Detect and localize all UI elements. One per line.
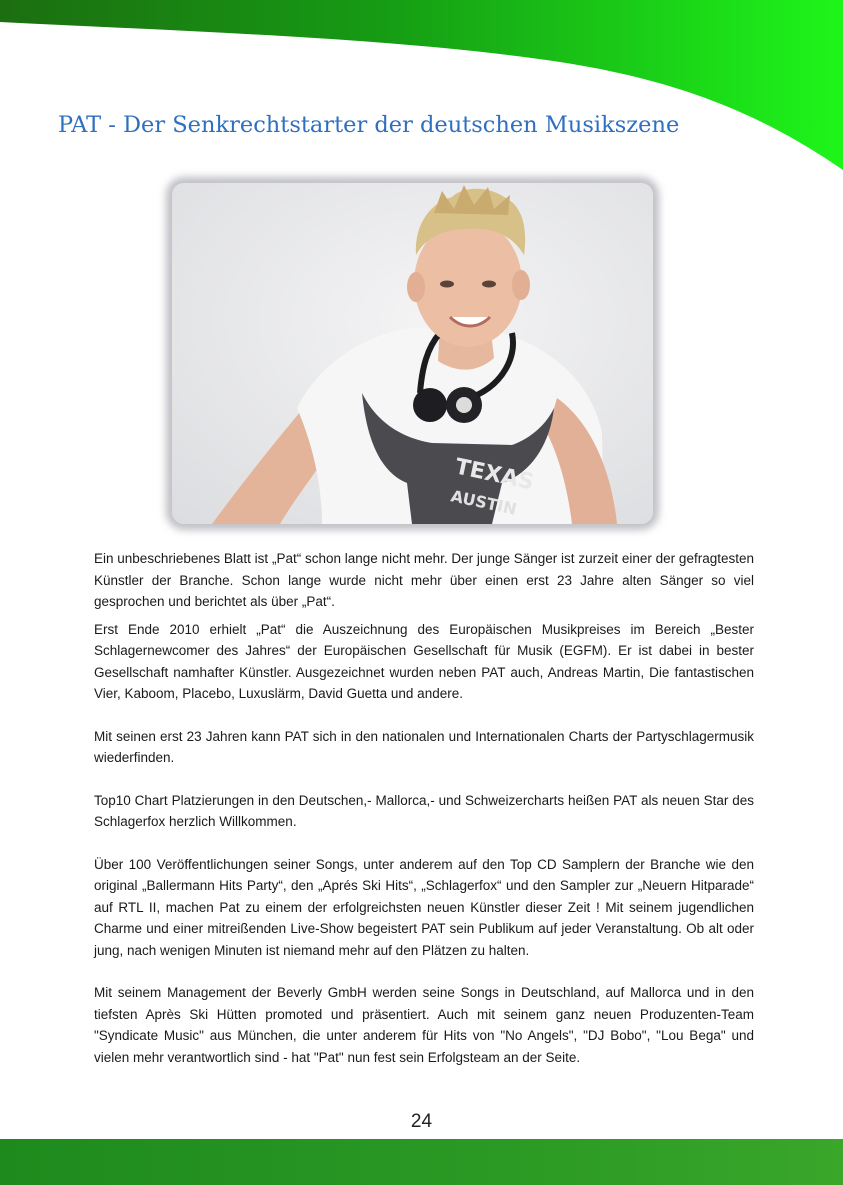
footer-green-bar <box>0 1139 843 1185</box>
shirt-text-texas: TEXAS <box>452 454 537 496</box>
header-green-swoosh <box>0 0 843 180</box>
paragraph-top10: Top10 Chart Platzierungen in den Deutschen,- Mallorca,- und Schweizercharts heißen PAT als neuen Star des Schlagerfox herzlich Willkommen. <box>94 792 754 829</box>
paragraph-releases: Über 100 Veröffentlichungen seiner Songs, unter anderem auf den Top CD Samplern der Branche wie den original „Ballermann Hits Party“, den „Aprés Ski Hits“, „Schlagerfox“ und den Sampler zur „Neuern Hitparade“ auf RTL II, machen Pat zu einem der erfolgreichsten neuen Künstler dieser Zeit ! Mit seinem jugendlichen Charme und einer mitreißenden Live-Show begeistert PAT sein Publikum auf jeder Veranstaltung. Ob alt oder jung, nach wenigen Minuten ist niemand mehr auf den Plätzen zu halten. <box>94 856 754 958</box>
paragraph-charts: Mit seinen erst 23 Jahren kann PAT sich in den nationalen und Internationalen Charts der Partyschlagermusik wiederfinden. <box>94 728 754 765</box>
artist-photo <box>172 183 653 524</box>
artist-photo-illustration <box>172 183 653 524</box>
paragraph-intro: Ein unbeschriebenes Blatt ist „Pat“ schon lange nicht mehr. Der junge Sänger ist zurzeit einer der gefragtesten Künstler der Branche. Schon lange wurde nicht mehr über einen erst 23 Jahre alten Sänger so viel gesprochen und berichtet als über „Pat“. <box>94 551 754 609</box>
paragraph-management: Mit seinem Management der Beverly GmbH werden seine Songs in Deutschland, auf Mallorca und in den tiefsten Après Ski Hütten promoted und präsentiert. Auch mit seinem ganz neuen Produzenten-Team "Syndicate Music" aus München, die unter anderem für Hits von "No Angels", "DJ Bobo", "Lou Bega" und vielen mehr verantwortlich sind - hat "Pat" nun fest sein Erfolgsteam an der Seite. <box>94 985 754 1065</box>
article-body <box>94 548 754 1089</box>
shirt-text-austin: AUSTIN <box>449 486 519 519</box>
page-number: 24 <box>410 1111 433 1132</box>
paragraph-award: Erst Ende 2010 erhielt „Pat“ die Auszeichnung des Europäischen Musikpreises im Bereich „Bester Schlagernewcomer des Jahres“ der Europäischen Gesellschaft für Musik (EGFM). Er ist dabei in bester Gesellschaft namhafter Künstler. Ausgezeichnet wurden neben PAT auch, Andreas Martin, Die fantastischen Vier, Kaboom, Placebo, Luxuslärm, David Guetta und andere. <box>94 621 754 701</box>
page-title: PAT - Der Senkrechtstarter der deutschen Musikszene <box>58 112 680 138</box>
